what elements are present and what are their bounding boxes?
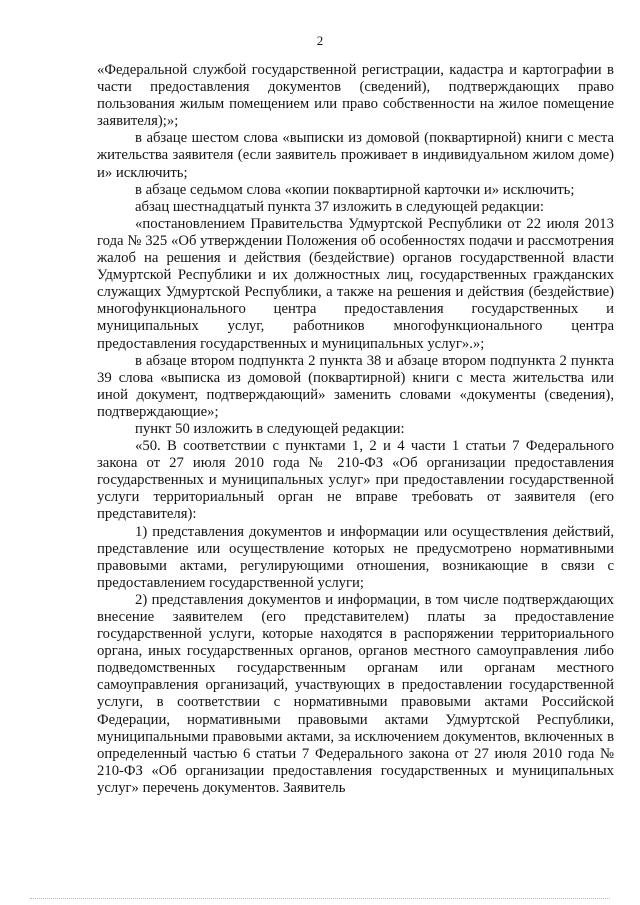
paragraph-8: «50. В соответствии с пунктами 1, 2 и 4 части 1 статьи 7 Федерального закона от 27 июля 2010 года № 210-ФЗ «Об организации предоставления государственных и муниципальных услуг» при предоставлении государственной услуги территориальный орган не вправе требовать от заявителя (его представителя): (97, 438, 614, 523)
paragraph-7: пункт 50 изложить в следующей редакции: (135, 420, 405, 437)
scan-edge-line (30, 898, 610, 900)
paragraph-4: абзац шестнадцатый пункта 37 изложить в следующей редакции: (135, 198, 544, 215)
paragraph-5: «постановлением Правительства Удмуртской Республики от 22 июля 2013 года № 325 «Об утверждении Положения об особенностях подачи и рассмотрения жалоб на решения и действия (бездействие) органов государственной власти Удмуртской Республики и их должностных лиц, государственных гражданских служащих Удмуртской Республики, а также на решения и действия (бездействие) многофункционального центра предоставления государственных и муниципальных услуг, работников многофункционального центра предоставления государственных и муниципальных услуг».»; (97, 215, 614, 352)
paragraph-10: 2) представления документов и информации, в том числе подтверждающих внесение заявителем (его представителем) платы за предоставление государственной услуги, которые находятся в распоряжении территориального органа, иных государственных органов, органов местного самоуправления либо подведомственных государственным органам или органам местного самоуправления организаций, участвующих в предоставлении государственной услуги, в соответствии с нормативными правовыми актами Российской Федерации, нормативными правовыми актами Удмуртской Республики, муниципальными правовыми актами, за исключением документов, включенных в определенный частью 6 статьи 7 Федерального закона от 27 июля 2010 года № 210-ФЗ «Об организации предоставления государственных и муниципальных услуг» перечень документов. Заявитель (97, 591, 614, 796)
paragraph-2: в абзаце шестом слова «выписки из домовой (поквартирной) книги с места жительства заявителя (если заявитель проживает в индивидуальном жилом доме) и» исключить; (97, 130, 614, 181)
document-body (97, 62, 614, 797)
page-number: 2 (316, 33, 324, 48)
paragraph-6: в абзаце втором подпункта 2 пункта 38 и абзаце втором подпункта 2 пункта 39 слова «выписка из домовой (поквартирной) книги с места жительства или иной документ, подтверждающий» заменить словами «документы (сведения), подтверждающие»; (97, 352, 614, 420)
paragraph-1: «Федеральной службой государственной регистрации, кадастра и картографии в части предоставления документов (сведений), подтверждающих право пользования жилым помещением или право собственности на жилое помещение заявителя);»; (97, 62, 614, 130)
paragraph-3: в абзаце седьмом слова «копии поквартирной карточки и» исключить; (135, 181, 575, 198)
paragraph-9: 1) представления документов и информации или осуществления действий, представление или осуществление которых не предусмотрено нормативными правовыми актами, регулирующими отношения, возникающие в связи с предоставлением государственной услуги; (97, 523, 614, 591)
